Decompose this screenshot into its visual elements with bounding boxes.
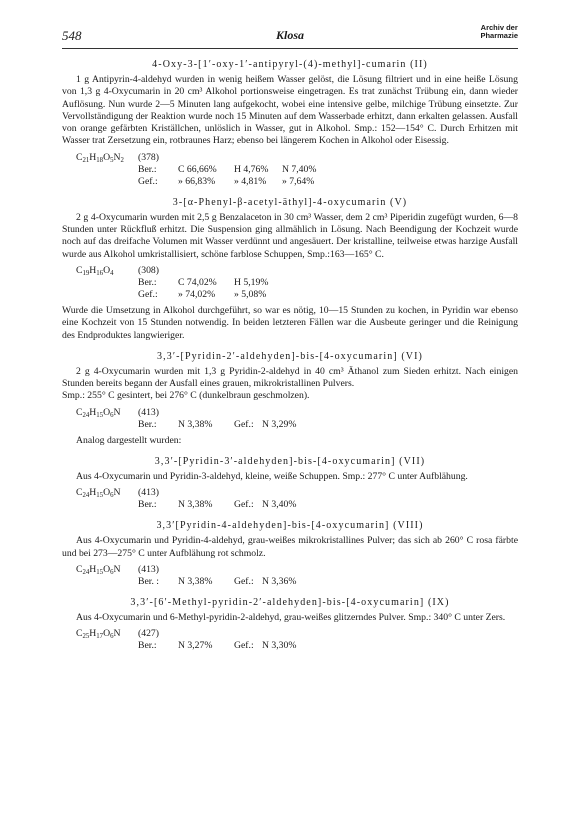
section-text: 2 g 4-Oxycumarin wurden mit 1,3 g Pyridin-2-aldehyd in 40 cm³ Äthanol zum Sieden erhitzt. Nach einigen Stunden bereits begann der Ausfall eines grauen, mikrokristallinen Pulvers. xyxy=(62,365,518,390)
molecular-weight: (378) xyxy=(138,151,159,163)
page-header xyxy=(62,24,518,46)
found-values: Gef.: » 66,83% » 4,81% » 7,64% xyxy=(138,175,315,187)
molecular-formula: $C_{24}H_{15}O_6N$ xyxy=(76,563,121,576)
molecular-formula: $C_{24}H_{15}O_6N$ xyxy=(76,406,121,419)
journal-line-1: Archiv der xyxy=(480,23,518,32)
section-text: Aus 4-Oxycumarin und Pyridin-4-aldehyd, grau-weißes mikrokristallines Pulver; das sich ab 260° C rosa färbte und bei 273—275° C unter Aufblähung rot schmolz. xyxy=(62,535,518,559)
calculated-values: Ber.: C 66,66% H 4,76% N 7,40% xyxy=(138,163,317,175)
analysis-values: Ber.: N 3,38% Gef.: N 3,29% xyxy=(138,418,297,430)
section-compound-7 xyxy=(62,456,518,511)
header-rule xyxy=(62,48,518,49)
molecular-weight: (413) xyxy=(138,563,159,575)
section-compound-8 xyxy=(62,520,518,588)
page-number: 548 xyxy=(62,28,82,43)
molecular-weight: (413) xyxy=(138,406,159,418)
journal-name xyxy=(480,24,518,40)
section-compound-2 xyxy=(62,59,518,188)
molecular-formula: $C_{21}H_{18}O_5N_2$ xyxy=(76,151,124,164)
running-head: Klosa xyxy=(275,28,304,42)
section-heading: 3,3′-[Pyridin-3′-aldehyden]-bis-[4-oxycumarin] (VII) xyxy=(154,456,426,468)
elemental-analysis xyxy=(76,265,518,301)
page xyxy=(62,24,518,656)
section-heading: 3,3′-[Pyridin-2′-aldehyden]-bis-[4-oxycumarin] (VI) xyxy=(157,350,423,362)
elemental-analysis xyxy=(76,628,518,652)
elemental-analysis xyxy=(76,152,518,188)
analog-note: Analog dargestellt wurden: xyxy=(76,434,182,446)
molecular-weight: (308) xyxy=(138,264,159,276)
molecular-weight: (427) xyxy=(138,628,159,640)
section-compound-6 xyxy=(62,351,518,447)
section-text-continued: Wurde die Umsetzung in Alkohol durchgeführt, so war es nötig, 10—15 Stunden zu kochen, in Pyridin war ebenso eine Kochzeit von 15 Stunden notwendig. In beiden letzteren Fällen war die Ausbeute geringer und die Reinigung des Endproduktes langwieriger. xyxy=(62,304,518,341)
section-heading: 3,3′[Pyridin-4-aldehyden]-bis-[4-oxycumarin] (VIII) xyxy=(156,520,424,532)
elemental-analysis xyxy=(76,564,518,588)
section-text: 2 g 4-Oxycumarin wurden mit 2,5 g Benzalaceton in 30 cm³ Wasser, dem 2 cm³ Piperidin zugefügt wurden, 6—8 Stunden unter Rückfluß erhitzt. Die Suspension ging allmählich in Lösung. Nach Beendigung der Kochzeit wurde noch auf das dreifache Volumen mit Wasser verdünnt und angesäuert. Der kristalline, teilweise etwas harzige Ausfall wurde aus Alkohol umkristallisiert, schöne farblose Schuppen, Smp.:163—165° C. xyxy=(62,211,518,260)
elemental-analysis xyxy=(76,407,518,431)
section-heading: 3-[α-Phenyl-β-acetyl-äthyl]-4-oxycumarin (V) xyxy=(172,196,408,208)
molecular-formula: $C_{24}H_{15}O_6N$ xyxy=(76,487,121,500)
section-heading: 3,3′-[6′-Methyl-pyridin-2′-aldehyden]-bis-[4-oxycumarin] (IX) xyxy=(130,596,450,608)
calculated-values: Ber.: C 74,02% H 5,19% xyxy=(138,276,269,288)
analysis-values: Ber.: N 3,27% Gef.: N 3,30% xyxy=(138,640,297,652)
molecular-weight: (413) xyxy=(138,487,159,499)
journal-line-2: Pharmazie xyxy=(480,31,518,40)
section-text: Aus 4-Oxycumarin und Pyridin-3-aldehyd, kleine, weiße Schuppen. Smp.: 277° C unter Aufblähung. xyxy=(76,471,468,483)
molecular-formula: $C_{25}H_{17}O_6N$ xyxy=(76,628,121,641)
melting-point: Smp.: 255° C gesintert, bei 276° C (dunkelbraun geschmolzen). xyxy=(62,390,310,402)
analysis-values: Ber. : N 3,38% Gef.: N 3,36% xyxy=(138,575,297,587)
analysis-values: Ber.: N 3,38% Gef.: N 3,40% xyxy=(138,499,297,511)
elemental-analysis xyxy=(76,487,518,511)
section-compound-5 xyxy=(62,197,518,342)
section-heading: 4-Oxy-3-[1′-oxy-1′-antipyryl-(4)-methyl]-cumarin (II) xyxy=(152,59,428,70)
section-text: 1 g Antipyrin-4-aldehyd wurden in wenig heißem Wasser gelöst, die Lösung filtriert und in eine heiße Lösung von 1,3 g 4-Oxycumarin in 20 cm³ Alkohol portionsweise eingetragen. Es trat zunächst Trübung ein, dann wieder Auflösung. Nun wurde 2—5 Minuten lang aufgekocht, wobei eine intensive gelbe, milchige Trübung einsetzte. Zur Vervollständigung der Reaktion wurde noch 15 Minuten auf dem Wasserbade erhitzt, dann erkalten gelassen. Ausfall von orange gefärbten Kriställchen, unlöslich in Wasser, gut in Alkohol. Smp.: 152—154° C. Durch Erhitzen mit Wasser trat Zersetzung ein, rotbraunes Harz; ebenso bei längerem Kochen in Alkohol oder Eisessig. xyxy=(62,74,518,147)
molecular-formula: $C_{19}H_{16}O_4$ xyxy=(76,264,114,277)
section-text: Aus 4-Oxycumarin und 6-Methyl-pyridin-2-aldehyd, grau-weißes glitzerndes Pulver. Smp.: 340° C unter Zers. xyxy=(76,611,506,623)
section-compound-9 xyxy=(62,597,518,652)
found-values: Gef.: » 74,02% » 5,08% xyxy=(138,288,267,300)
